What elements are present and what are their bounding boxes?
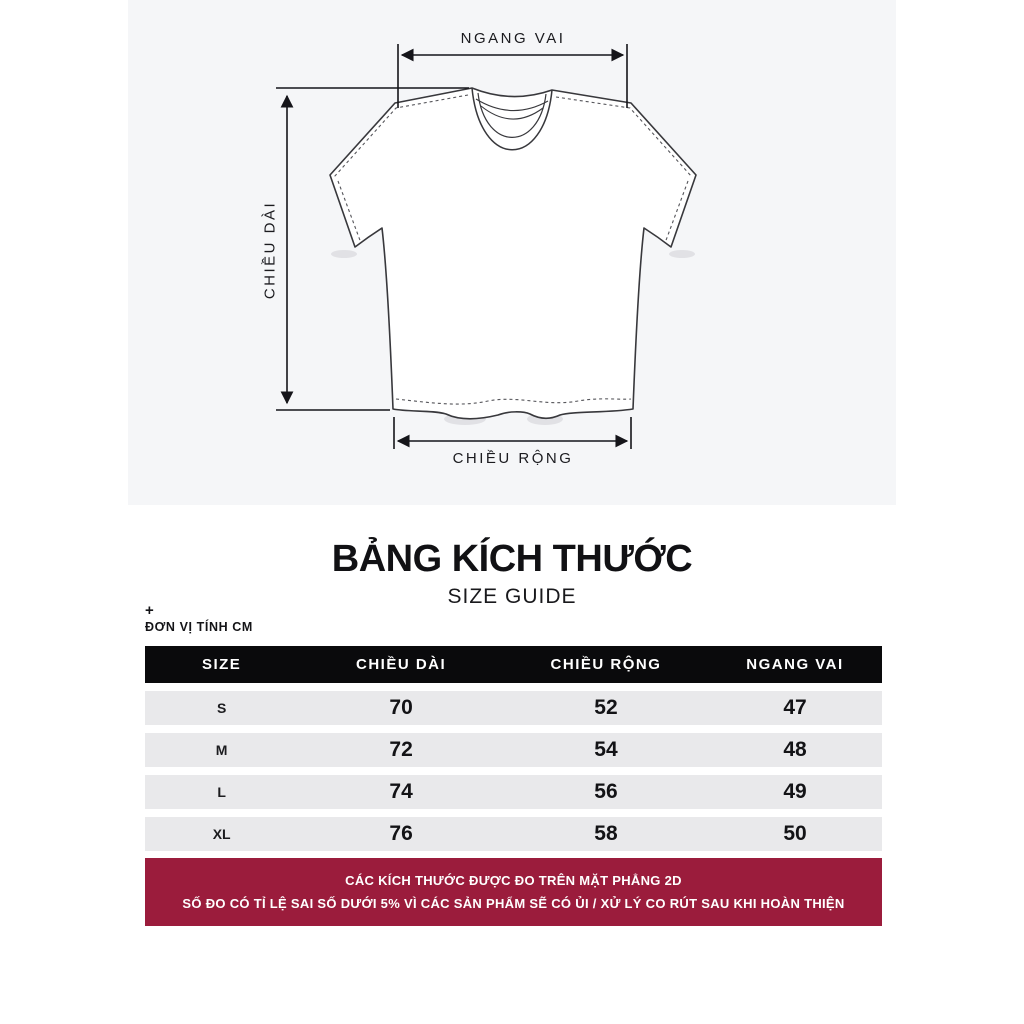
table-row (145, 817, 882, 851)
length-value: 72 (389, 738, 413, 761)
table-row (145, 733, 882, 767)
width-value: 54 (594, 738, 618, 761)
unit-note-text: ĐƠN VỊ TÍNH CM (145, 619, 253, 634)
shoulder-value: 49 (783, 780, 807, 803)
shoulder-value: 48 (783, 738, 807, 761)
table-row (145, 775, 882, 809)
length-value: 76 (389, 822, 413, 845)
width-value: 58 (594, 822, 618, 845)
col-header-width: CHIỀU RỘNG (550, 656, 662, 673)
disclaimer-line-2: SỐ ĐO CÓ TỈ LỆ SAI SỐ DƯỚI 5% VÌ CÁC SẢN PHẨM SẼ CÓ ỦI / XỬ LÝ CO RÚT SAU KHI HOÀN THIỆN (182, 896, 845, 911)
unit-note (145, 603, 253, 634)
table-row (145, 691, 882, 725)
size-value: M (215, 742, 228, 758)
length-value: 70 (389, 696, 413, 719)
width-value: 56 (594, 780, 618, 803)
table-header-row (145, 646, 882, 683)
plus-icon: + (145, 602, 154, 619)
width-value: 52 (594, 696, 618, 719)
size-table (145, 646, 882, 851)
shoulder-value: 50 (783, 822, 807, 845)
disclaimer-bar (145, 858, 882, 926)
size-value: XL (212, 826, 231, 842)
shoulder-value: 47 (783, 696, 807, 719)
size-value: L (217, 784, 226, 800)
shoulder-width-label: NGANG VAI (460, 30, 566, 47)
tshirt-measurement-diagram (128, 0, 896, 505)
length-value: 74 (389, 780, 413, 803)
tshirt-diagram-card (128, 0, 896, 505)
page-title: BẢNG KÍCH THƯỚC (331, 538, 693, 580)
width-dimension-arrow (394, 417, 631, 449)
length-label: CHIỀU DÀI (261, 200, 279, 300)
col-header-length: CHIỀU DÀI (356, 656, 447, 673)
col-header-size: SIZE (201, 656, 242, 673)
col-header-shoulder: NGANG VAI (746, 656, 844, 673)
tshirt-drawing (330, 88, 696, 419)
size-value: S (216, 700, 227, 716)
page-subtitle: SIZE GUIDE (447, 585, 577, 608)
disclaimer-line-1: CÁC KÍCH THƯỚC ĐƯỢC ĐO TRÊN MẶT PHẲNG 2D (345, 873, 682, 888)
width-label: CHIỀU RỘNG (452, 450, 574, 467)
